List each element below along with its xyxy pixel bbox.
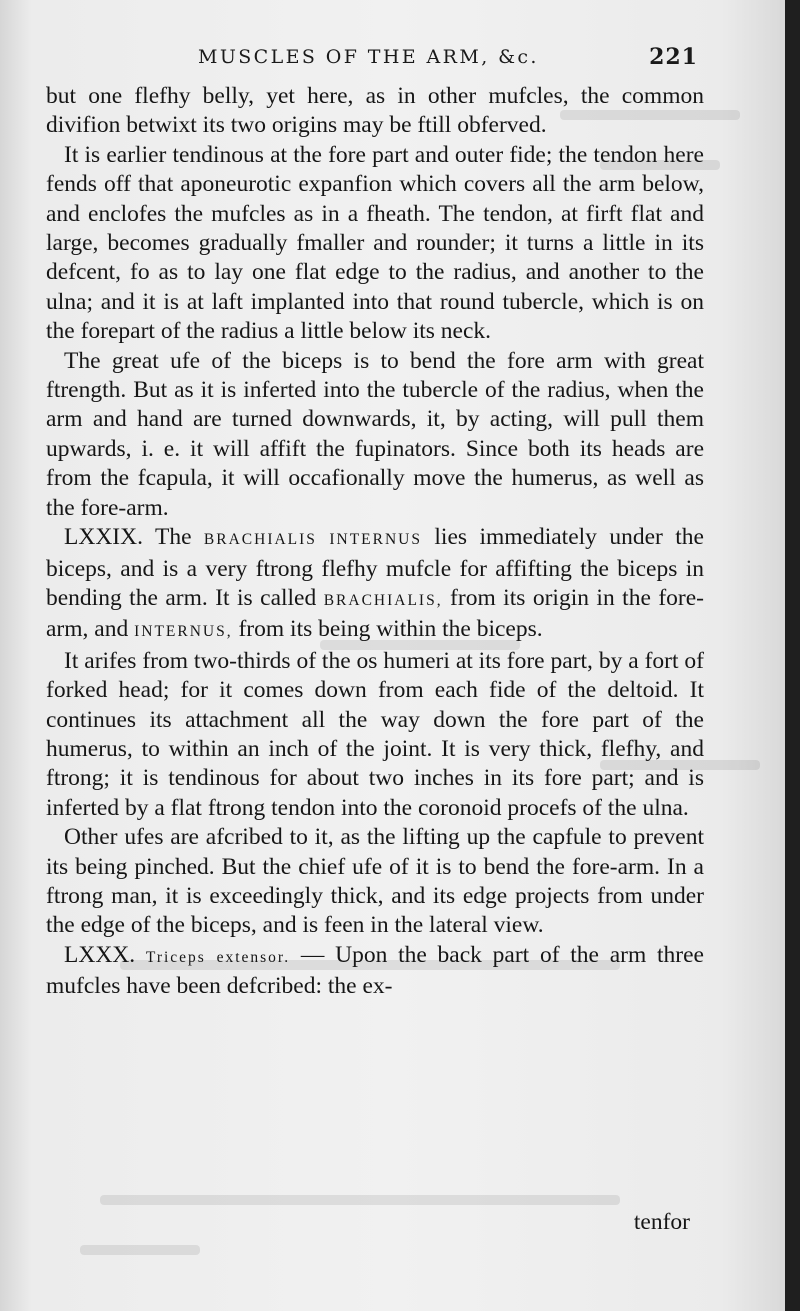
section-lxxix-paragraph xyxy=(46,523,704,647)
text-run: lies immediately under the biceps, and is a very ftrong flefhy mufcle for affifting the biceps in bending the arm. It is called xyxy=(46,524,704,611)
paragraph: The great ufe of the biceps is to bend the fore arm with great ftrength. But as it is inferted into the tubercle of the radius, when the arm and hand are turned downwards, it, by acting, will pull them upwards, i. e. it will affift the fupinators. Since both its heads are from the fcapula, it will occafionally move the humerus, as well as the fore-arm. xyxy=(46,347,704,521)
muscle-name-triceps-extensor: Triceps extensor. xyxy=(145,948,291,966)
text-run: from its origin in the fore-arm, and xyxy=(46,584,704,643)
text-run: from its being within the biceps. xyxy=(232,616,543,643)
catchword: tenfor xyxy=(633,1209,690,1235)
section-number: LXXX. xyxy=(64,941,136,968)
paragraph: It arifes from two-thirds of the os humeri at its fore part, by a fort of forked head; for it comes down from each fide of the deltoid. It continues its attachment all the way down the fore part of the humerus, to within an inch of the joint. It is very thick, flefhy, and ftrong; it is tendinous for about two inches in its fore part; and is inferted by a flat ftrong tendon into the coronoid procefs of the ulna. xyxy=(46,647,704,821)
running-head xyxy=(198,44,698,74)
scan-edge xyxy=(785,0,800,1311)
paragraph-continued: but one flefhy belly, yet here, as in other mufcles, the common divifion betwixt its two origins may be ftill obferved. xyxy=(46,83,704,139)
paragraph: It is earlier tendinous at the fore part and outer fide; the tendon here fends off that aponeurotic expanfion which covers all the arm below, and enclofes the mufcles as in a fheath. The tendon, at firft flat and large, becomes gradually fmaller and rounder; it turns a little in its defcent, fo as to lay one flat edge to the radius, and another to the ulna; and it is at laft implanted into that round tubercle, which is on the forepart of the radius a little below its neck. xyxy=(46,141,704,345)
page-number: 221 xyxy=(649,44,698,70)
text-run: — Upon the back part of the arm three mufcles have been defcribed: the ex- xyxy=(46,941,704,1000)
paragraph: Other ufes are afcribed to it, as the lifting up the capfule to prevent its being pinched. But the chief ufe of it is to bend the fore-arm. In a ftrong man, it is exceedingly thick, and its edge projects from under the edge of the biceps, and is feen in the lateral view. xyxy=(46,824,704,939)
running-title: MUSCLES OF THE ARM, &c. xyxy=(198,46,539,68)
muscle-name-brachialis-internus: BRACHIALIS INTERNUS xyxy=(203,531,422,549)
text-run: The xyxy=(154,524,204,551)
body-text xyxy=(46,82,704,1002)
term-internus: INTERNUS, xyxy=(134,623,233,641)
section-lxxx-paragraph xyxy=(46,941,704,1002)
section-number: LXXIX. xyxy=(64,524,143,551)
term-brachialis: BRACHIALIS, xyxy=(323,591,443,609)
